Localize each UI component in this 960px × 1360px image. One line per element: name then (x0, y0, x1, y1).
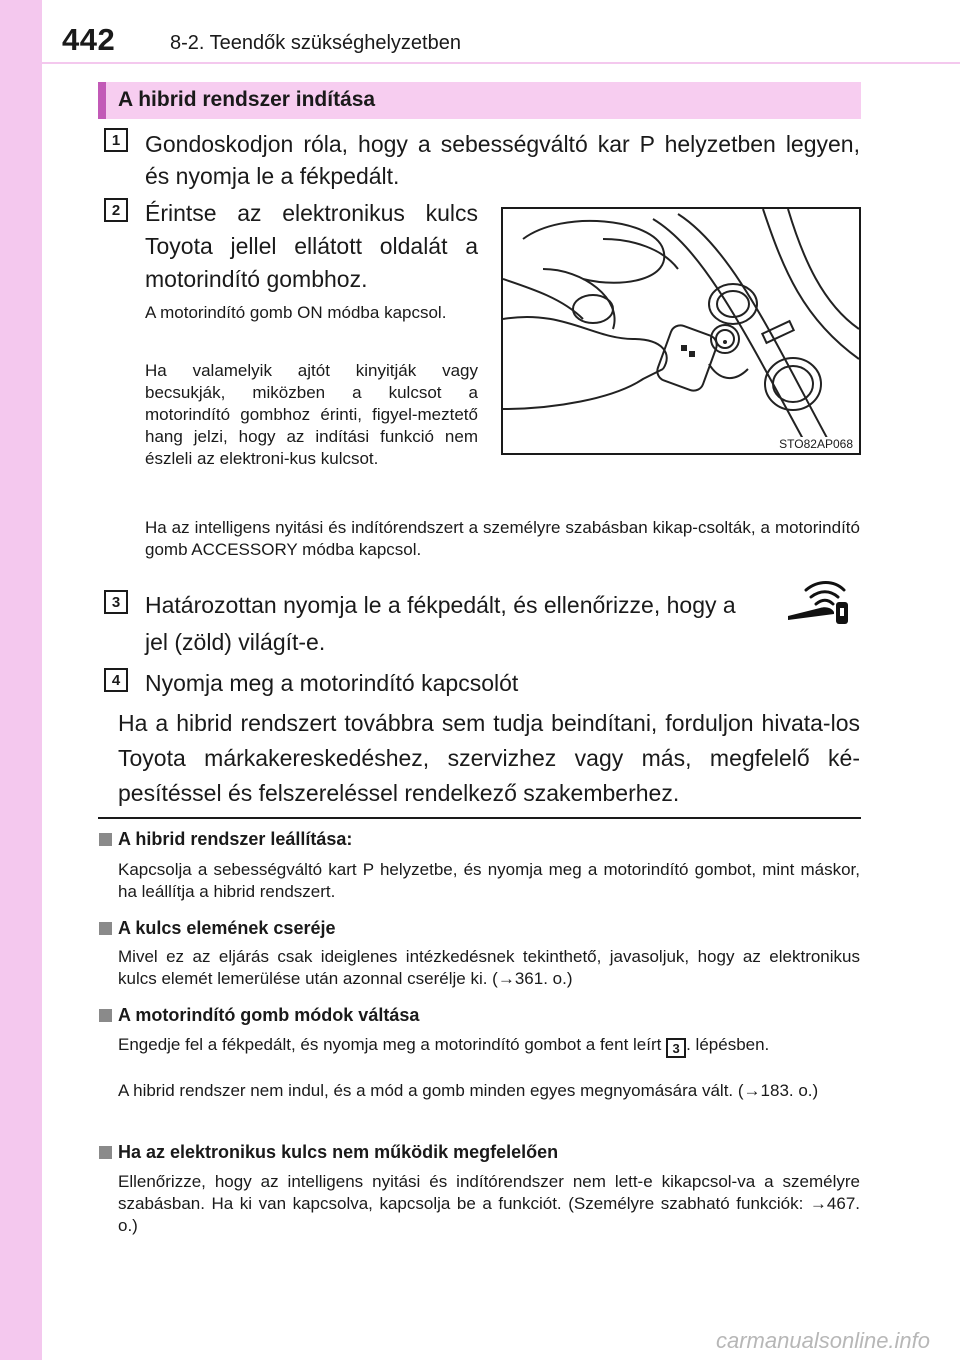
chapter-title: 8-2. Teendők szükséghelyzetben (170, 32, 461, 54)
bullet-square-icon (99, 922, 112, 935)
step-badge-4: 4 (104, 668, 128, 692)
figure-code: STO82AP068 (779, 437, 853, 451)
side-stripe (0, 0, 42, 1360)
note-title-battery: A kulcs elemének cseréje (99, 918, 335, 939)
note-title-key-fault: Ha az elektronikus kulcs nem működik megfelelően (99, 1142, 558, 1163)
watermark: carmanualsonline.info (716, 1328, 931, 1353)
step-ref-badge: 3 (666, 1038, 686, 1058)
divider (98, 817, 861, 819)
bullet-square-icon (99, 1009, 112, 1022)
note-title-stop: A hibrid rendszer leállítása: (99, 829, 352, 850)
step-3-text: Határozottan nyomja le a fékpedált, és ellenőrizze, hogy a (145, 592, 736, 618)
step-3-text-continued: jel (zöld) világít-e. (145, 629, 326, 655)
section-title: A hibrid rendszer indítása (118, 88, 376, 111)
page-number: 442 (62, 22, 116, 57)
step-2-note-3: Ha az intelligens nyitási és indítórendszert a személyre szabásban kikap-csolták, a motorindító gomb ACCESSORY módba kapcsol. (145, 518, 860, 559)
note-body-modes: Engedje fel a fékpedált, és nyomja meg a motorindító gombot a fent leírt 3 . lépésben. (118, 1035, 770, 1056)
step-badge-1: 1 (104, 128, 128, 152)
step-1-text: Gondoskodjon róla, hogy a sebességváltó kar P helyzetben legyen, és nyomja le a fékpedált. (145, 131, 860, 189)
figure-smart-key-start (501, 207, 861, 455)
note-body-stop: Kapcsolja a sebességváltó kart P helyzetbe, és nyomja meg a motorindító gombot, mint máskor, ha leállítja a hibrid rendszert. (118, 860, 860, 901)
step-badge-2: 2 (104, 198, 128, 222)
bullet-square-icon (99, 833, 112, 846)
note-body-modes-2: A hibrid rendszer nem indul, és a mód a gomb minden egyes megnyomására vált. (→183. o.) (118, 1081, 819, 1100)
step-2-text: Érintse az elektronikus kulcs Toyota jellel ellátott oldalát a motorindító gombhoz. (145, 200, 478, 292)
smart-key-indicator-icon (786, 578, 852, 626)
note-title-modes: A motorindító gomb módok váltása (99, 1005, 419, 1026)
step-4-text: Nyomja meg a motorindító kapcsolót (145, 670, 519, 696)
note-body-key-fault: Ellenőrizze, hogy az intelligens nyitási és indítórendszer nem lett-e kikapcsol-va a személyre szabásban. Ha ki van kapcsolva, kapcsolja be a funkciót. (Személyre szabható funkciók: →467. o.) (118, 1172, 860, 1235)
closing-paragraph: Ha a hibrid rendszert továbbra sem tudja beindítani, forduljon hivata-los Toyota márkakereskedéshez, szervizhez vagy más, megfelelő ké-pesítéssel és felszereléssel rendelkező szakemberhez. (118, 710, 860, 806)
section-accent (98, 82, 106, 119)
step-2-note-1: A motorindító gomb ON módba kapcsol. (145, 303, 447, 322)
step-2-note-2: Ha valamelyik ajtót kinyitják vagy becsukják, miközben a kulcsot a motorindító gombhoz érinti, figyel-meztető hang jelzi, hogy az indítási funkció nem észleli az elektroni-kus kulcsot. (145, 361, 478, 468)
header-rule (42, 62, 960, 64)
section-header (98, 82, 861, 119)
step-badge-3: 3 (104, 590, 128, 614)
note-body-battery: Mivel ez az eljárás csak ideiglenes intézkedésnek tekinthető, javasoljuk, hogy az elektronikus kulcs elemét lemerülése után azonnal cserélje ki. (→361. o.) (118, 947, 860, 988)
bullet-square-icon (99, 1146, 112, 1159)
hand-holding-smart-key-icon (503, 209, 859, 453)
